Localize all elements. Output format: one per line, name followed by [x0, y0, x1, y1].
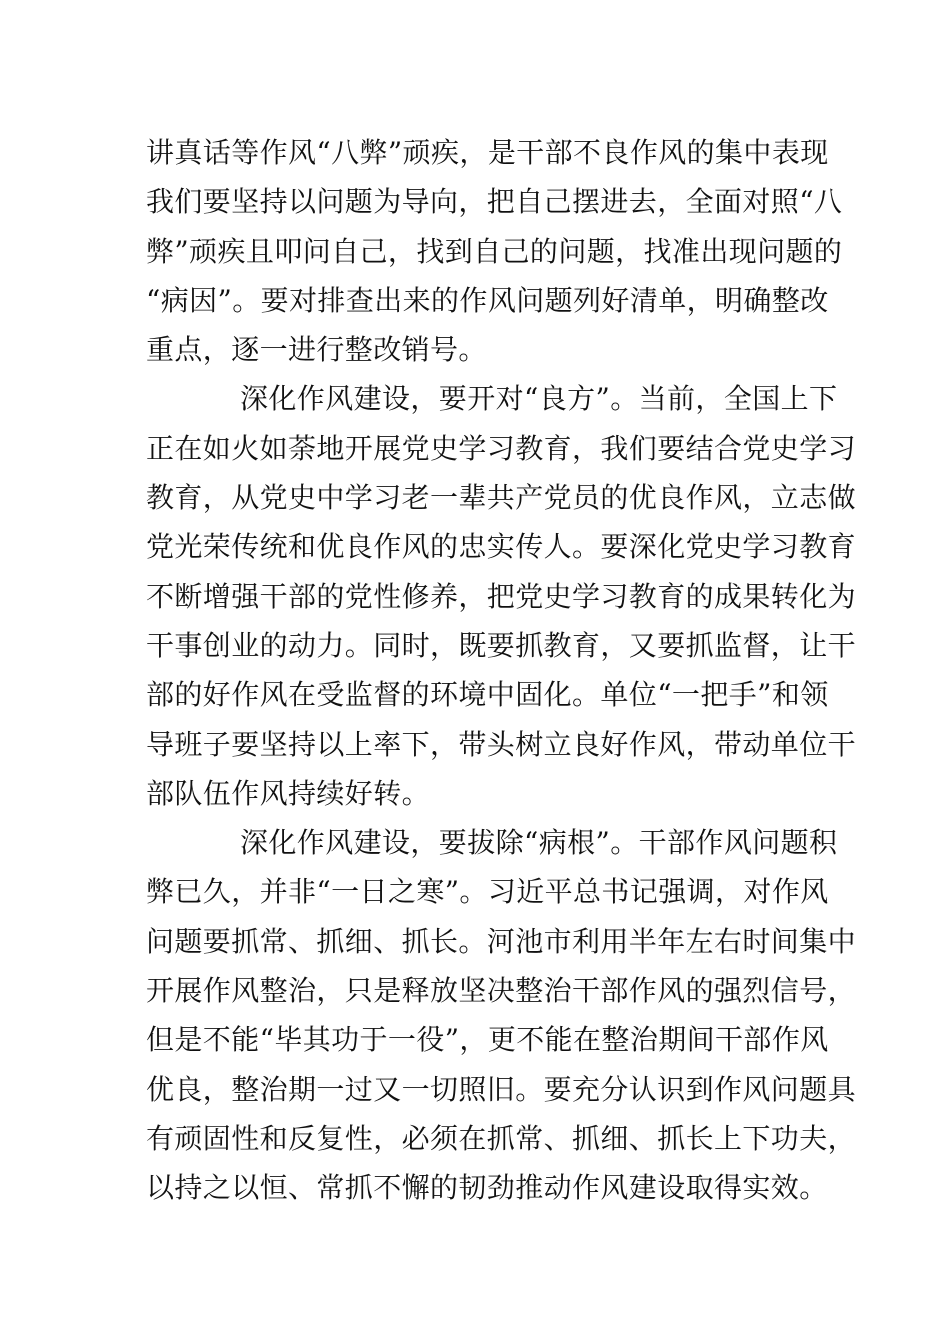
text-line: 开展作风整治，只是释放坚决整治干部作风的强烈信号， — [146, 974, 857, 1008]
text-line: 导班子要坚持以上率下，带头树立良好作风，带动单位干 — [146, 727, 857, 761]
text-line: 有顽固性和反复性，必须在抓常、抓细、抓长上下功夫， — [146, 1121, 857, 1155]
text-line: 正在如火如荼地开展党史学习教育，我们要结合党史学习 — [146, 431, 857, 465]
text-line: 部的好作风在受监督的环境中固化。单位“一把手”和领 — [146, 678, 829, 712]
text-line: 讲真话等作风“八弊”顽疾，是干部不良作风的集中表现 — [146, 136, 829, 169]
text-line: 我们要坚持以问题为导向，把自己摆进去，全面对照“八 — [146, 185, 843, 219]
text-line: 问题要抓常、抓细、抓长。河池市利用半年左右时间集中 — [146, 924, 857, 958]
text-line: 重点，逐一进行整改销号。 — [146, 333, 487, 367]
text-line: 部队伍作风持续好转。 — [146, 776, 431, 810]
text-line: 党光荣传统和优良作风的忠实传人。要深化党史学习教育 — [146, 530, 857, 564]
text-line: 不断增强干部的党性修养，把党史学习教育的成果转化为 — [146, 579, 857, 613]
text-line: 弊已久，并非“一日之寒”。习近平总书记强调，对作风 — [146, 875, 829, 909]
paragraph-first-line: 深化作风建设，要拔除“病根”。干部作风问题积 — [240, 826, 838, 860]
paragraph-first-line: 深化作风建设，要开对“良方”。当前，全国上下 — [240, 382, 838, 416]
text-line: 以持之以恒、常抓不懈的韧劲推动作风建设取得实效。 — [146, 1171, 828, 1205]
text-line: 弊”顽疾且叩问自己，找到自己的问题，找准出现问题的 — [146, 234, 843, 268]
text-line: 优良，整治期一过又一切照旧。要充分认识到作风问题具 — [146, 1072, 857, 1106]
text-line: 干事创业的动力。同时，既要抓教育，又要抓监督，让干 — [146, 628, 857, 662]
body-text — [146, 128, 857, 1213]
text-line: “病因”。要对排查出来的作风问题列好清单，明确整改 — [146, 283, 829, 317]
text-line: 教育，从党史中学习老一辈共产党员的优良作风，立志做 — [146, 481, 857, 515]
text-line: 但是不能“毕其功于一役”，更不能在整治期间干部作风 — [146, 1023, 829, 1057]
